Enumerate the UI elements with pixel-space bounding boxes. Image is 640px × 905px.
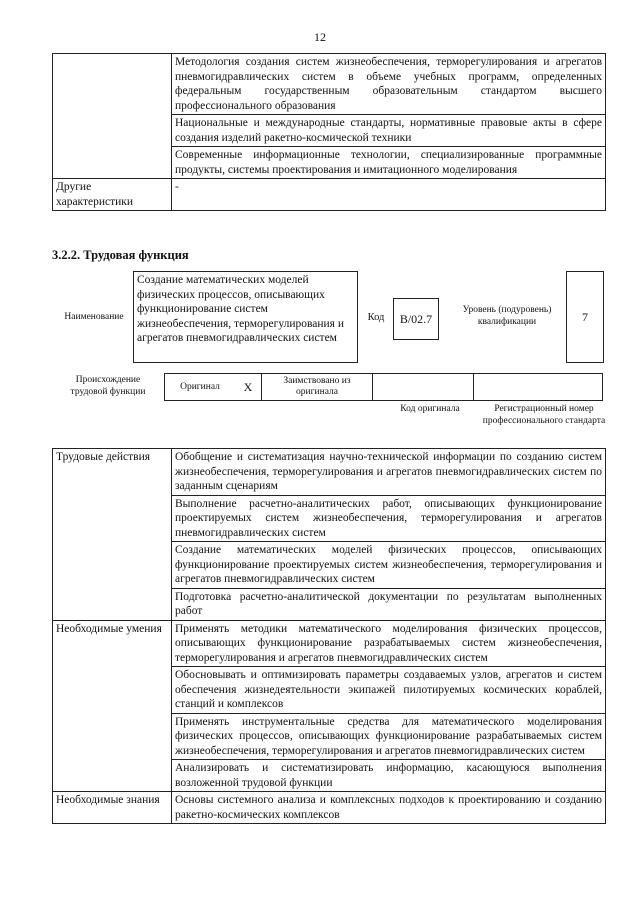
table-cell-text: Современные информационные технологии, специализированные программные продукты, системы проектирования и имитационного моделирования [172,147,606,179]
table-cell-text: Основы системного анализа и комплексных подходов к проектированию и созданию ракетно-космических комплексов [172,792,606,824]
section-heading: 3.2.2. Трудовая функция [52,248,189,262]
table-cell-text: Создание математических моделей физических процессов, описывающих функционирование проектируемых систем жизнеобеспечения, терморегулирования и агрегатов пневмогидравлических систем [172,542,606,589]
level-value-box: 7 [566,271,604,363]
origin-table [164,373,603,401]
table-row [165,374,603,401]
group-label: Необходимые знания [53,792,172,824]
table-cell-text: Обосновывать и оптимизировать параметры создаваемых узлов, агрегатов и систем обеспечения жизнедеятельности экипажей пилотируемых космических кораблей, станций и комплексов [172,667,606,714]
page-number: 12 [314,30,326,44]
labor-function-table [52,448,606,824]
function-name-box: Создание математических моделей физических процессов, описывающих функционирование систем жизнеобеспечения, терморегулирования и агрегатов пневмогидравлических систем [133,271,358,363]
table-cell-label [53,54,172,179]
table-cell-text: Подготовка расчетно-аналитической документации по результатам выполненных работ [172,588,606,620]
table-row [53,620,606,667]
group-label: Необходимые умения [53,620,172,792]
table-cell-text: Национальные и международные стандарты, нормативные правовые акты в сфере создания изделий ракетно-космической техники [172,115,606,147]
registration-caption: Регистрационный номер профессионального стандарта [482,404,606,426]
table-row [53,54,606,115]
original-label: Оригинал [165,374,236,401]
origin-label: Происхождение трудовой функции [70,375,146,397]
registration-number-cell [474,374,603,401]
borrowed-label: Заимствовано из оригинала [262,374,373,401]
original-mark: X [235,374,262,401]
top-requirements-table [52,53,606,211]
code-caption: Код оригинала [400,404,460,414]
table-row [53,179,606,211]
table-cell-text: Применять инструментальные средства для математического моделирования физических процессов, описывающих функционирование разрабатываемых систем жизнеобеспечения, терморегулирования и агрегатов пневмогидравлических систем [172,713,606,760]
table-cell-text: Анализировать и систематизировать информацию, касающуюся выполнения возложенной трудовой функции [172,760,606,792]
table-cell-text: Методология создания систем жизнеобеспечения, терморегулирования и агрегатов пневмогидравлических систем в объеме учебных программ, определенных федеральным государственным образовательным стандартом высшего профессионального образования [172,54,606,115]
code-value-box: В/02.7 [393,298,439,340]
table-cell-text: Обобщение и систематизация научно-технической информации по созданию систем жизнеобеспечения, терморегулирования и агрегатов пневмогидравлических систем по заданным сценариям [172,449,606,496]
table-cell-text: Выполнение расчетно-аналитических работ, описывающих функционирование проектируемых систем жизнеобеспечения, терморегулирования и агрегатов пневмогидравлических систем [172,495,606,542]
table-cell-text: - [172,179,606,211]
code-label: Код [367,312,385,323]
table-cell-text: Применять методики математического моделирования физических процессов, описывающих функционирование разрабатываемых систем жизнеобеспечения, терморегулирования и агрегатов пневмогидравлических систем [172,620,606,667]
table-row [53,449,606,496]
group-label: Трудовые действия [53,449,172,621]
original-code-cell [373,374,474,401]
table-row [53,792,606,824]
name-label: Наименование [64,312,124,322]
table-cell-label: Другие характеристики [53,179,172,211]
level-label: Уровень (подуровень) квалификации [462,305,552,327]
